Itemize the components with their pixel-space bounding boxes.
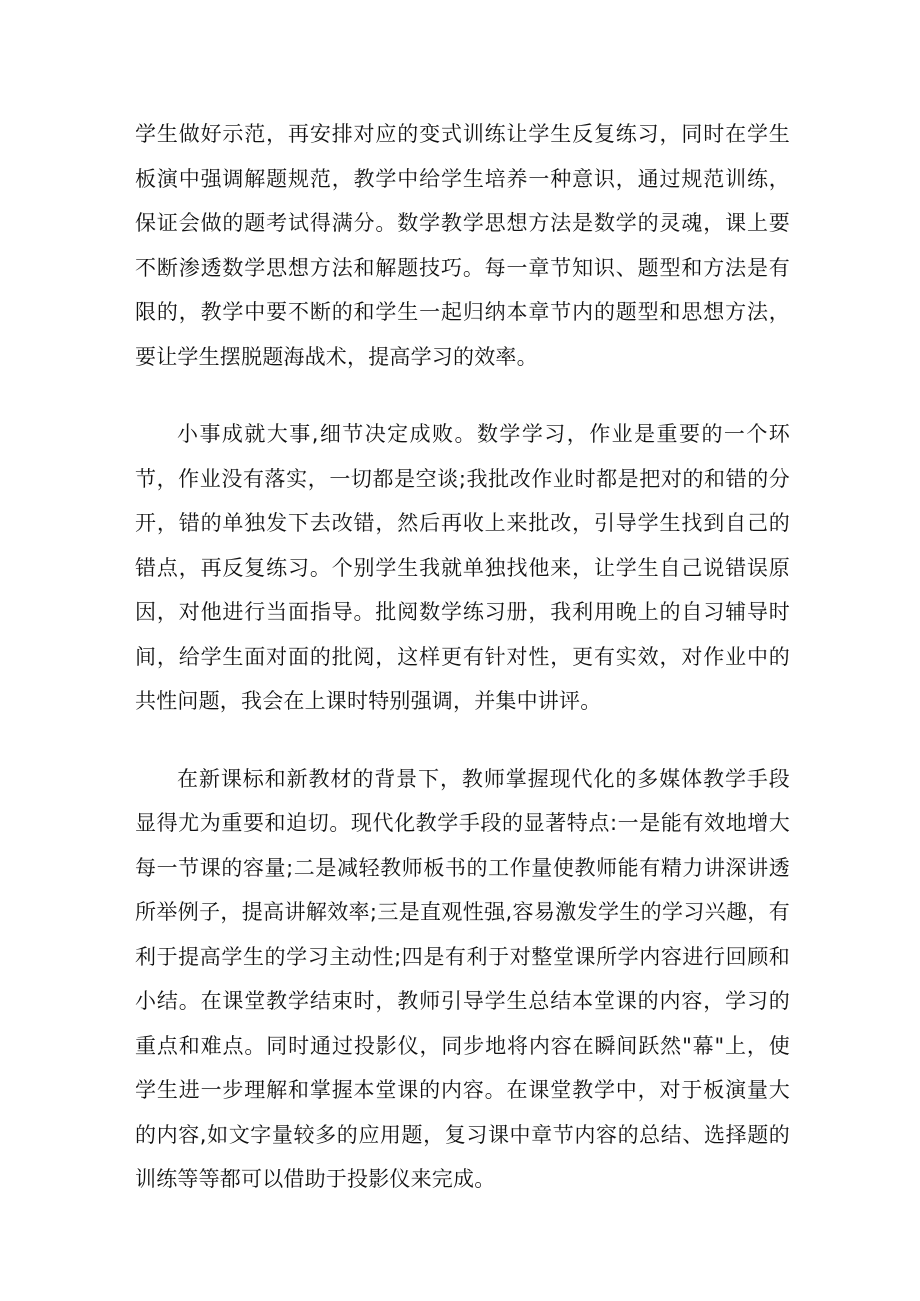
paragraph-homework: 小事成就大事,细节决定成败。数学学习，作业是重要的一个环节，作业没有落实，一切都是空谈;我批改作业时都是把对的和错的分开，错的单独发下去改错，然后再收上来批改，引导学生找到自己的错点，再反复练习。个别学生我就单独找他来，让学生自己说错误原因，对他进行当面指导。批阅数学练习册，我利用晚上的自习辅导时间，给学生面对面的批阅，这样更有针对性，更有实效，对作业中的共性问题，我会在上课时特别强调，并集中讲评。 [135,422,790,713]
paragraph-continuation: 学生做好示范，再安排对应的变式训练让学生反复练习，同时在学生板演中强调解题规范，教学中给学生培养一种意识，通过规范训练，保证会做的题考试得满分。数学教学思想方法是数学的灵魂，课上要不断渗透数学思想方法和解题技巧。每一章节知识、题型和方法是有限的，教学中要不断的和学生一起归纳本章节内的题型和思想方法，要让学生摆脱题海战术，提高学习的效率。 [135,122,790,369]
document-body [135,112,790,1235]
paragraph-multimedia: 在新课标和新教材的背景下，教师掌握现代化的多媒体教学手段显得尤为重要和迫切。现代化教学手段的显著特点:一是能有效地增大每一节课的容量;二是减轻教师板书的工作量使教师能有精力讲深讲透所举例子，提高讲解效率;三是直观性强,容易激发学生的学习兴趣，有利于提高学生的学习主动性;四是有利于对整堂课所学内容进行回顾和小结。在课堂教学结束时，教师引导学生总结本堂课的内容，学习的重点和难点。同时通过投影仪，同步地将内容在瞬间跃然"幕"上，使学生进一步理解和掌握本堂课的内容。在课堂教学中，对于板演量大的内容,如文字量较多的应用题，复习课中章节内容的总结、选择题的训练等等都可以借助于投影仪来完成。 [135,766,790,1191]
